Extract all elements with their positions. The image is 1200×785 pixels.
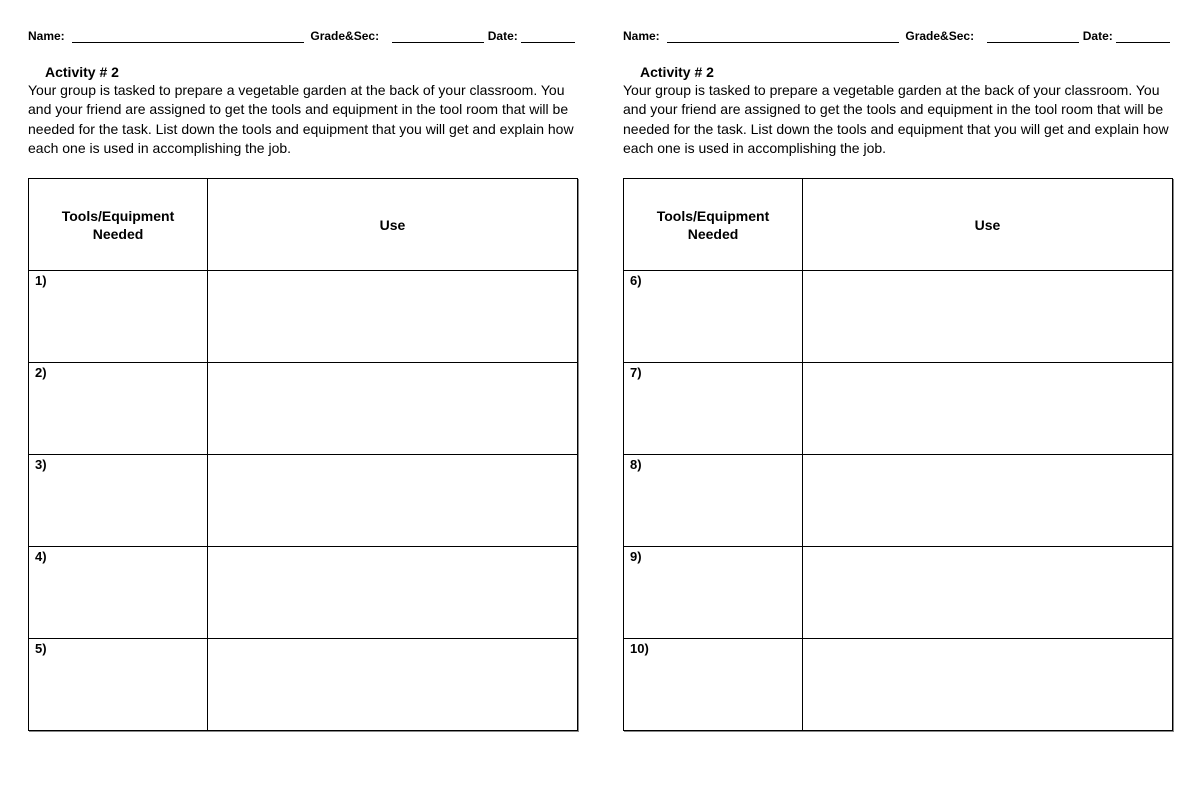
- table-row: [29, 271, 578, 363]
- use-cell[interactable]: [803, 271, 1173, 363]
- use-cell[interactable]: [208, 363, 578, 455]
- table-row: [29, 455, 578, 547]
- tool-cell[interactable]: [29, 639, 208, 731]
- row-number: 2): [35, 365, 47, 380]
- use-cell[interactable]: [208, 547, 578, 639]
- table-row: [624, 271, 1173, 363]
- row-number: 5): [35, 641, 47, 656]
- column-header-use: Use: [803, 179, 1173, 271]
- table-header-row: [624, 179, 1173, 271]
- activity-instructions: Your group is tasked to prepare a vegetable garden at the back of your classroom. You and your friend are assigned to get the tools and equipment in the tool room that will be needed for the task. List down the tools and equipment that you will get and explain how each one is used in accomplishing the job.: [28, 82, 574, 156]
- worksheet-right: [623, 0, 1183, 785]
- table-row: [29, 547, 578, 639]
- activity-title: Activity # 2: [45, 64, 119, 80]
- row-number: 10): [630, 641, 649, 656]
- name-blank[interactable]: [667, 29, 899, 43]
- use-cell[interactable]: [208, 455, 578, 547]
- tool-cell[interactable]: [29, 547, 208, 639]
- tool-cell[interactable]: [29, 455, 208, 547]
- column-header-tools: Tools/Equipment Needed: [624, 179, 803, 271]
- grade-sec-label: Grade&Sec:: [310, 29, 380, 43]
- grade-sec-blank[interactable]: [392, 29, 484, 43]
- tool-cell[interactable]: [624, 455, 803, 547]
- activity-title: Activity # 2: [640, 64, 714, 80]
- table-header-row: [29, 179, 578, 271]
- table-row: [29, 363, 578, 455]
- tools-table: [623, 178, 1173, 731]
- table-row: [624, 547, 1173, 639]
- student-info-header: [28, 29, 580, 45]
- tool-cell[interactable]: [624, 547, 803, 639]
- tool-cell[interactable]: [624, 271, 803, 363]
- row-number: 6): [630, 273, 642, 288]
- column-header-use: Use: [208, 179, 578, 271]
- grade-sec-label: Grade&Sec:: [905, 29, 975, 43]
- date-blank[interactable]: [521, 29, 575, 43]
- tool-cell[interactable]: [624, 639, 803, 731]
- row-number: 9): [630, 549, 642, 564]
- date-blank[interactable]: [1116, 29, 1170, 43]
- use-cell[interactable]: [803, 455, 1173, 547]
- row-number: 8): [630, 457, 642, 472]
- tools-table: [28, 178, 578, 731]
- table-row: [29, 639, 578, 731]
- use-cell[interactable]: [803, 547, 1173, 639]
- row-number: 3): [35, 457, 47, 472]
- date-label: Date:: [1082, 29, 1113, 43]
- use-cell[interactable]: [208, 271, 578, 363]
- use-cell[interactable]: [803, 363, 1173, 455]
- column-header-tools: Tools/Equipment Needed: [29, 179, 208, 271]
- row-number: 7): [630, 365, 642, 380]
- row-number: 4): [35, 549, 47, 564]
- student-info-header: [623, 29, 1175, 45]
- worksheet-left: [28, 0, 588, 785]
- date-label: Date:: [487, 29, 518, 43]
- tool-cell[interactable]: [624, 363, 803, 455]
- grade-sec-blank[interactable]: [987, 29, 1079, 43]
- name-label: Name:: [28, 29, 65, 43]
- activity-instructions: Your group is tasked to prepare a vegetable garden at the back of your classroom. You and your friend are assigned to get the tools and equipment in the tool room that will be needed for the task. List down the tools and equipment that you will get and explain how each one is used in accomplishing the job.: [623, 82, 1169, 156]
- use-cell[interactable]: [208, 639, 578, 731]
- tool-cell[interactable]: [29, 363, 208, 455]
- name-label: Name:: [623, 29, 660, 43]
- tool-cell[interactable]: [29, 271, 208, 363]
- table-row: [624, 363, 1173, 455]
- row-number: 1): [35, 273, 47, 288]
- table-row: [624, 639, 1173, 731]
- table-row: [624, 455, 1173, 547]
- use-cell[interactable]: [803, 639, 1173, 731]
- name-blank[interactable]: [72, 29, 304, 43]
